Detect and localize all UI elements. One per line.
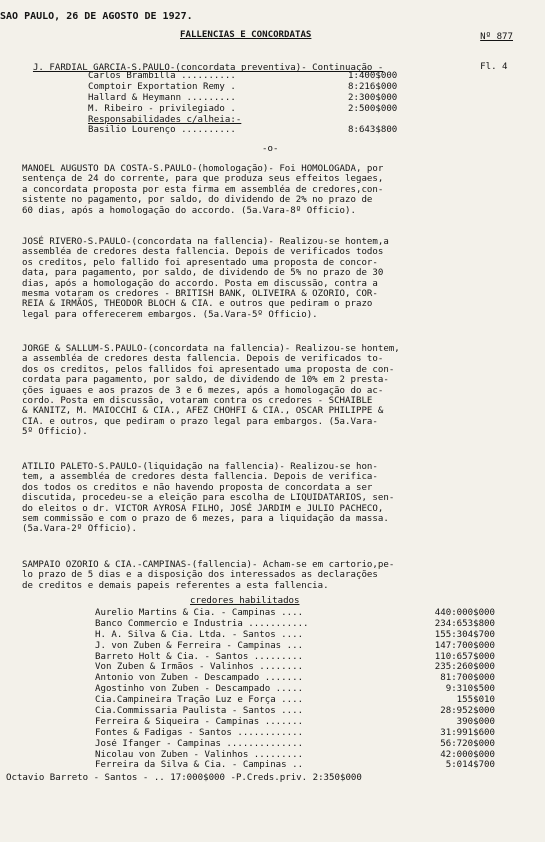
creditor-value: 440:000$000 (434, 608, 495, 618)
paragraph-line: 5º Officio). (22, 427, 88, 438)
separator: -o- (262, 144, 279, 154)
creditor-name: H. A. Silva & Cia. Ltda. - Santos .... (95, 629, 304, 640)
creditor-value: 5:014$700 (445, 760, 495, 771)
creditor-name: J. von Zuben & Ferreira - Campinas ... (95, 640, 304, 651)
paragraph-line: JORGE & SALLUM-S.PAULO-(concordata na fallencia)- Realizou-se hontem, (22, 344, 400, 354)
paragraph-line: sentença de 24 do corrente, para que produza seus effeitos legaes, (22, 174, 384, 185)
paragraph-line: ções iguaes e aos prazos de 3 e 6 mezes, após a homologação do ac- (22, 385, 384, 396)
creditor-name: Cia.Commissaria Paulista - Santos .... (95, 706, 304, 717)
list-item (95, 717, 495, 728)
paragraph-line: dos todos os creditos e não havendo proposta de concordata a ser (22, 482, 373, 493)
list-item (95, 684, 495, 695)
creditor-name: Ferreira da Silva & Cia. - Campinas .. (95, 760, 304, 771)
creditor-name: José Ifanger - Campinas .............. (95, 738, 304, 749)
list-item (88, 125, 458, 136)
creditor-value: 28:952$000 (440, 706, 495, 717)
fardial-heading-text: J. FARDIAL GARCIA-S.PAULO-(concordata preventiva)- Continuação - (32, 63, 384, 74)
creditor-value: 56:720$000 (440, 738, 495, 749)
list-item (95, 652, 495, 663)
creditor-name: Banco Commercio e Industria ........... (95, 618, 309, 629)
paragraph-line: a concordata proposta por esta firma em assembléa de credores,con- (22, 184, 384, 195)
paragraph-line: os creditos, pelo fallido foi apresentado uma proposta de concor- (22, 257, 378, 268)
paragraph-line: mesma votaram os credores - BRITISH BANK, OLIVEIRA & OZORIO, COR- (22, 289, 378, 300)
sampaio-paragraph (22, 560, 394, 591)
list-item (95, 760, 495, 771)
paragraph-line: SAMPAIO OZORIO & CIA.-CAMPINAS-(fallencia)- Acham-se em cartorio,pe- (22, 560, 395, 570)
paragraph-line: REIA & IRMÃOS, THEODOR BLOCH & CIA. e outros que pediram o prazo (22, 299, 373, 310)
document-number: Nº 877 (480, 32, 513, 42)
creditor-value: 2:300$000 (348, 92, 398, 103)
paragraph-line: dias, após a homologação do accordo. Posta em discussão, contra a (22, 278, 378, 289)
list-item (95, 608, 495, 619)
paleto-paragraph (22, 462, 394, 535)
sallum-paragraph (22, 344, 400, 438)
place-date: SAO PAULO, 26 DE AGOSTO DE 1927. (0, 11, 193, 22)
list-item (88, 82, 458, 93)
list-item (95, 695, 495, 706)
creditor-value: 1:400$000 (348, 71, 398, 81)
fardial-creditor-list (88, 71, 458, 136)
list-item (88, 71, 458, 82)
paragraph-line: assembléa de credores desta fallencia. Depois de verificados todos (22, 247, 384, 258)
creditor-value: 42:000$000 (440, 749, 495, 760)
paragraph-line: CIA. e outros, que pediram o prazo legal para embargos. (5a.Vara- (22, 416, 378, 427)
list-item (88, 115, 458, 126)
creditor-value: 155:304$700 (434, 629, 495, 640)
paragraph-line: ATILIO PALETO-S.PAULO-(liquidação na fallencia)- Realizou-se hon- (22, 462, 378, 472)
creditor-value: 2:500$000 (348, 103, 398, 114)
creditor-name: Aurelio Martins & Cia. - Campinas .... (95, 608, 304, 618)
list-item (95, 630, 495, 641)
page-number: Fl. 4 (480, 62, 508, 72)
paragraph-line: sem commissão e com o prazo de 6 mezes, para a liquidação da massa. (22, 514, 389, 525)
last-line: Octavio Barreto - Santos - .. 17:000$000 -P.Creds.priv. 2:350$000 (6, 773, 362, 783)
creditor-name: Fontes & Fadigas - Santos ............ (95, 727, 304, 738)
paragraph-line: 60 dias, após a homologação do accordo. (5a.Vara-8º Officio). (22, 205, 356, 216)
creditor-value: 8:643$800 (348, 125, 398, 136)
paragraph-line: MANOEL AUGUSTO DA COSTA-S.PAULO-(homologação)- Foi HOMOLOGADA, por (22, 164, 384, 174)
document-number-block (480, 12, 513, 82)
list-item (95, 673, 495, 684)
list-item (95, 619, 495, 630)
creditor-name: Agostinho von Zuben - Descampado ..... (95, 684, 304, 695)
creditor-name: Ferreira & Siqueira - Campinas ....... (95, 716, 304, 727)
creditor-value: 81:700$000 (440, 673, 495, 684)
creditor-value: 8:216$000 (348, 81, 398, 92)
paragraph-line: & KANITZ, M. MAIOCCHI & CIA., AFEZ CHOHFI & CIA., OSCAR PHILIPPE & (22, 406, 384, 417)
creditor-name: Comptoir Exportation Remy . (88, 81, 236, 92)
paragraph-line: discutida, procedeu-se a eleição para escolha de LIQUIDATARIOS, sen- (22, 493, 395, 504)
list-item (95, 641, 495, 652)
section-title: FALLENCIAS E CONCORDATAS (180, 30, 312, 40)
list-item (95, 706, 495, 717)
list-item (95, 728, 495, 739)
paragraph-line: lo prazo de 5 dias e a disposição dos interessados as declarações (22, 570, 378, 581)
responsibility-heading: Responsabilidades c/alheia:- (88, 114, 242, 125)
creditor-name: Antonio von Zuben - Descampado ....... (95, 673, 304, 684)
paragraph-line: data, para pagamento, por saldo, de dividendo de 5% no prazo de 30 (22, 268, 384, 279)
creditor-name: Carlos Brambilla .......... (88, 71, 236, 81)
paragraph-line: cordo. Posta em discussão, votaram contra os credores - SCHAIBLE (22, 396, 373, 407)
creditor-name: M. Ribeiro - privilegiado . (88, 103, 236, 114)
creditor-value: 110:657$000 (434, 651, 495, 662)
paragraph-line: dos os creditos, pelos fallidos foi apresentado uma proposta de con- (22, 364, 395, 375)
creditor-name: Von Zuben & Irmãos - Valinhos ........ (95, 662, 304, 673)
rivero-paragraph (22, 237, 389, 320)
creditor-value: 155$010 (456, 695, 495, 706)
list-item (95, 739, 495, 750)
sampaio-creditor-list (95, 608, 495, 771)
paragraph-line: sistente no pagamento, por saldo, do dividendo de 2% no prazo de (22, 195, 373, 206)
creditor-value: 31:991$600 (440, 727, 495, 738)
paragraph-line: legal para offerecerem embargos. (5a.Vara-5º Officio). (22, 309, 318, 320)
list-item (88, 93, 458, 104)
paragraph-line: de creditos e demais papeis referentes a esta fallencia. (22, 580, 329, 591)
paragraph-line: a assembléa de credores desta fallencia. Depois de verificados to- (22, 354, 384, 365)
list-item (95, 662, 495, 673)
paragraph-line: (5a.Vara-2º Officio). (22, 524, 137, 535)
list-item (88, 104, 458, 115)
creditor-value: 234:653$800 (434, 618, 495, 629)
paragraph-line: do eleitos o dr. VICTOR AYROSA FILHO, JOSÉ JARDIM e JULIO PACHECO, (22, 503, 384, 514)
creditor-name: Nicolau von Zuben - Valinhos ......... (95, 749, 304, 760)
creditor-value: 147:700$000 (434, 640, 495, 651)
list-item (95, 750, 495, 761)
creditors-subheading: credores habilitados (190, 596, 300, 606)
paragraph-line: cordata para pagamento, por saldo, de dividendo de 10% em 2 presta- (22, 375, 389, 386)
creditor-name: Cia.Campineira Tração Luz e Força .... (95, 695, 304, 706)
creditor-value: 235:260$000 (434, 662, 495, 673)
paragraph-line: JOSÉ RIVERO-S.PAULO-(concordata na fallencia)- Realizou-se hontem,a (22, 237, 389, 247)
creditor-value: 9:310$500 (445, 684, 495, 695)
paragraph-line: tem, a assembléa de credores desta fallencia. Depois de verifica- (22, 472, 378, 483)
creditor-name: Basilio Lourenço .......... (88, 125, 236, 136)
creditor-name: Barreto Holt & Cia. - Santos ......... (95, 651, 304, 662)
creditor-name: Hallard & Heymann ......... (88, 92, 236, 103)
creditor-value: 390$000 (456, 716, 495, 727)
manoel-paragraph (22, 164, 383, 216)
